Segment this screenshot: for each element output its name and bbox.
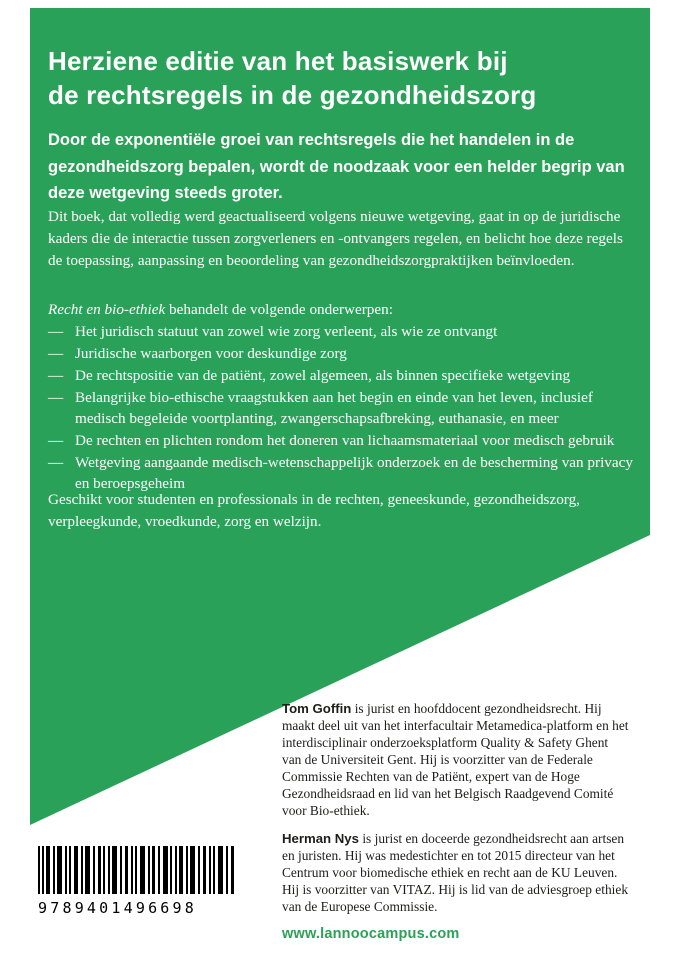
cover-title-line-1: Herziene editie van het basiswerk bij <box>48 46 508 76</box>
ean-barcode-icon <box>38 846 234 894</box>
topics-list <box>48 321 634 495</box>
author-bio <box>282 700 630 819</box>
topic-text: De rechten en plichten rondom het doneren van lichaamsmateriaal voor medisch gebruik <box>75 432 615 449</box>
barcode-block <box>38 846 238 917</box>
topic-item <box>48 452 634 494</box>
topic-item <box>48 321 634 342</box>
author-bio <box>282 830 630 915</box>
topic-dash: — <box>48 432 64 449</box>
cover-title <box>48 44 623 112</box>
author-name: Herman Nys <box>282 831 359 846</box>
topic-text: De rechtspositie van de patiënt, zowel algemeen, als binnen specifieke wetgeving <box>75 367 571 384</box>
topic-dash: — <box>48 345 64 362</box>
website-url: www.lannoocampus.com <box>282 926 460 942</box>
topic-dash: — <box>48 389 64 406</box>
topic-text: Juridische waarborgen voor deskundige zorg <box>75 345 347 362</box>
topics-lead-rest: behandelt de volgende onderwerpen: <box>165 301 393 318</box>
cover-body-paragraph: Dit boek, dat volledig werd geactualiseerd volgens nieuwe wetgeving, gaat in op de juridische kaders die de interactie tussen zorgverleners en -ontvangers regelen, en belicht hoe deze regels de toepassing, aanpassing en beoordeling van gezondheidszorgpraktijken beïnvloeden. <box>48 208 623 269</box>
topic-item <box>48 387 634 429</box>
topic-dash: — <box>48 454 64 471</box>
topic-dash: — <box>48 323 64 340</box>
topics-lead <box>48 299 636 320</box>
author-bio-text: is jurist en doceerde gezondheidsrecht aan artsen en juristen. Hij was medestichter en tot 2015 directeur van het Centrum voor biomedische ethiek en recht aan de KU Leuven. Hij is voorzitter van VITAZ. Hij is lid van de adviesgroep ethiek van de Europese Commissie. <box>282 831 629 914</box>
cover-title-line-2: de rechtsregels in de gezondheidszorg <box>48 80 537 110</box>
topic-dash: — <box>48 367 64 384</box>
author-bios <box>282 700 630 943</box>
author-bio-text: is jurist en hoofddocent gezondheidsrecht. Hij maakt deel uit van het interfacultair Metamedica-platform en het interdisciplinair onderzoeksplatform Quality & Safety Ghent van de Universiteit Gent. Hij is voorzitter van de Federale Commissie Rechten van de Patiënt, expert van de Hoge Gezondheidsraad en lid van het Belgisch Raadgevend Comité voor Bio-ethiek. <box>282 701 629 818</box>
audience-paragraph: Geschikt voor studenten en professionals in de rechten, geneeskunde, gezondheidszorg, verpleegkunde, vroedkunde, zorg en welzijn. <box>48 491 580 530</box>
topic-item <box>48 343 634 364</box>
topic-item <box>48 365 634 386</box>
topic-item <box>48 430 634 451</box>
topic-text: Wetgeving aangaande medisch-wetenschappelijk onderzoek en de bescherming van privacy en beroepsgeheim <box>75 454 633 492</box>
isbn-number: 9789401496698 <box>38 899 197 917</box>
topic-text: Het juridisch statuut van zowel wie zorg verleent, als wie ze ontvangt <box>75 323 498 340</box>
author-name: Tom Goffin <box>282 701 352 716</box>
topic-text: Belangrijke bio-ethische vraagstukken aan het begin en einde van het leven, inclusief medisch begeleide voortplanting, zwangerschapsafbreking, euthanasie, en meer <box>75 389 593 427</box>
topics-lead-book-title: Recht en bio-ethiek <box>48 301 166 318</box>
cover-intro: Door de exponentiële groei van rechtsregels die het handelen in de gezondheidszorg bepalen, wordt de noodzaak voor een helder begrip van deze wetgeving steeds groter. <box>48 131 625 202</box>
